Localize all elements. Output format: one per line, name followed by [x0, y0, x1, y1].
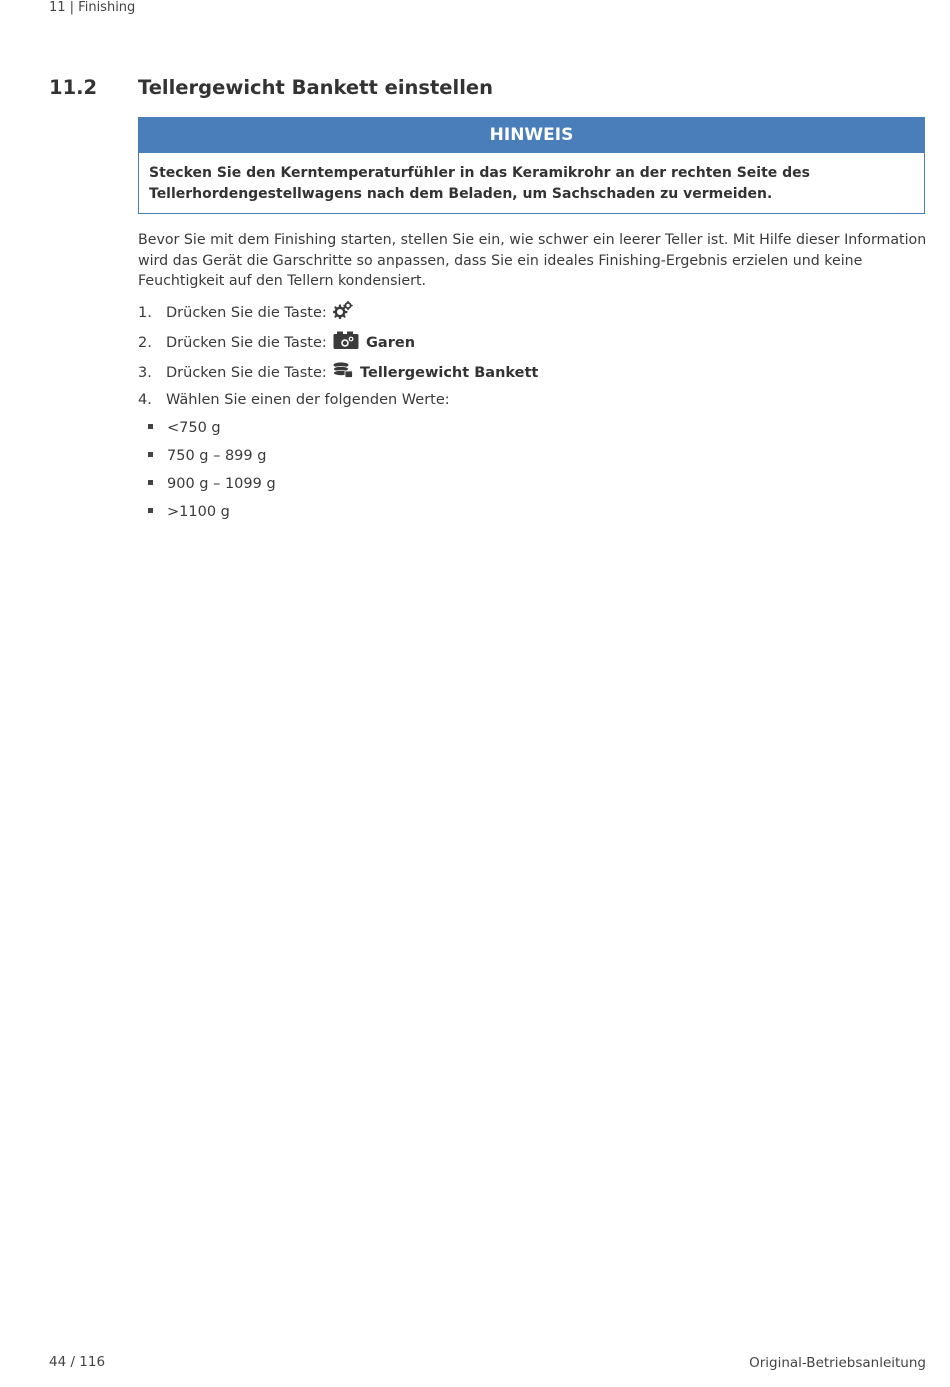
section-number: 11.2 — [49, 76, 98, 99]
value-option — [148, 502, 230, 522]
intro-paragraph: Bevor Sie mit dem Finishing starten, stellen Sie ein, wie schwer ein leerer Teller ist. Mit Hilfe dieser Information wird das Gerät die Garschritte so anpassen, dass Sie ein ideales Finishing-Ergebnis erzielen und keine Feuchtigkeit auf den Tellern kondensiert. — [138, 232, 927, 289]
step-text: Drücken Sie die Taste: — [166, 365, 327, 381]
step-text: Wählen Sie einen der folgenden Werte: — [166, 392, 450, 408]
value-text: >1100 g — [167, 504, 230, 520]
step-key-label: Garen — [366, 335, 416, 351]
running-header: 11 | Finishing — [49, 0, 136, 15]
plate-weight-icon — [333, 362, 353, 384]
value-option — [148, 446, 266, 466]
step-number: 3. — [138, 365, 152, 381]
step-1 — [138, 301, 355, 325]
value-option — [148, 474, 276, 494]
notice-text-line-1: Stecken Sie den Kerntemperaturfühler in das Keramikrohr an der rechten Seite des — [149, 165, 811, 181]
step-key-label: Tellergewicht Bankett — [360, 365, 539, 381]
notice-text-line-2: Tellerhordengestellwagens nach dem Beladen, um Sachschaden zu vermeiden. — [149, 185, 773, 202]
value-text: 750 g – 899 g — [167, 448, 267, 464]
notice-box — [138, 117, 925, 214]
value-option — [148, 418, 221, 438]
bullet-square-icon — [148, 424, 153, 429]
settings-gears-icon — [333, 301, 353, 325]
bullet-square-icon — [148, 480, 153, 485]
document-title: Original-Betriebsanleitung — [749, 1355, 926, 1371]
bullet-square-icon — [148, 508, 153, 513]
step-text: Drücken Sie die Taste: — [166, 305, 327, 321]
bullet-square-icon — [148, 452, 153, 457]
value-text: <750 g — [167, 420, 221, 436]
notice-text — [139, 153, 924, 204]
value-text: 900 g – 1099 g — [167, 476, 276, 492]
step-number: 1. — [138, 305, 152, 321]
step-number: 4. — [138, 392, 152, 408]
step-4 — [138, 390, 450, 410]
step-text: Drücken Sie die Taste: — [166, 335, 327, 351]
section-heading — [49, 76, 929, 102]
step-2 — [138, 331, 415, 355]
notice-label: HINWEIS — [139, 118, 924, 153]
section-title: Tellergewicht Bankett einstellen — [138, 76, 494, 99]
step-3 — [138, 362, 538, 384]
step-number: 2. — [138, 335, 152, 351]
cooking-settings-icon — [333, 331, 359, 355]
page-number: 44 / 116 — [49, 1354, 106, 1370]
